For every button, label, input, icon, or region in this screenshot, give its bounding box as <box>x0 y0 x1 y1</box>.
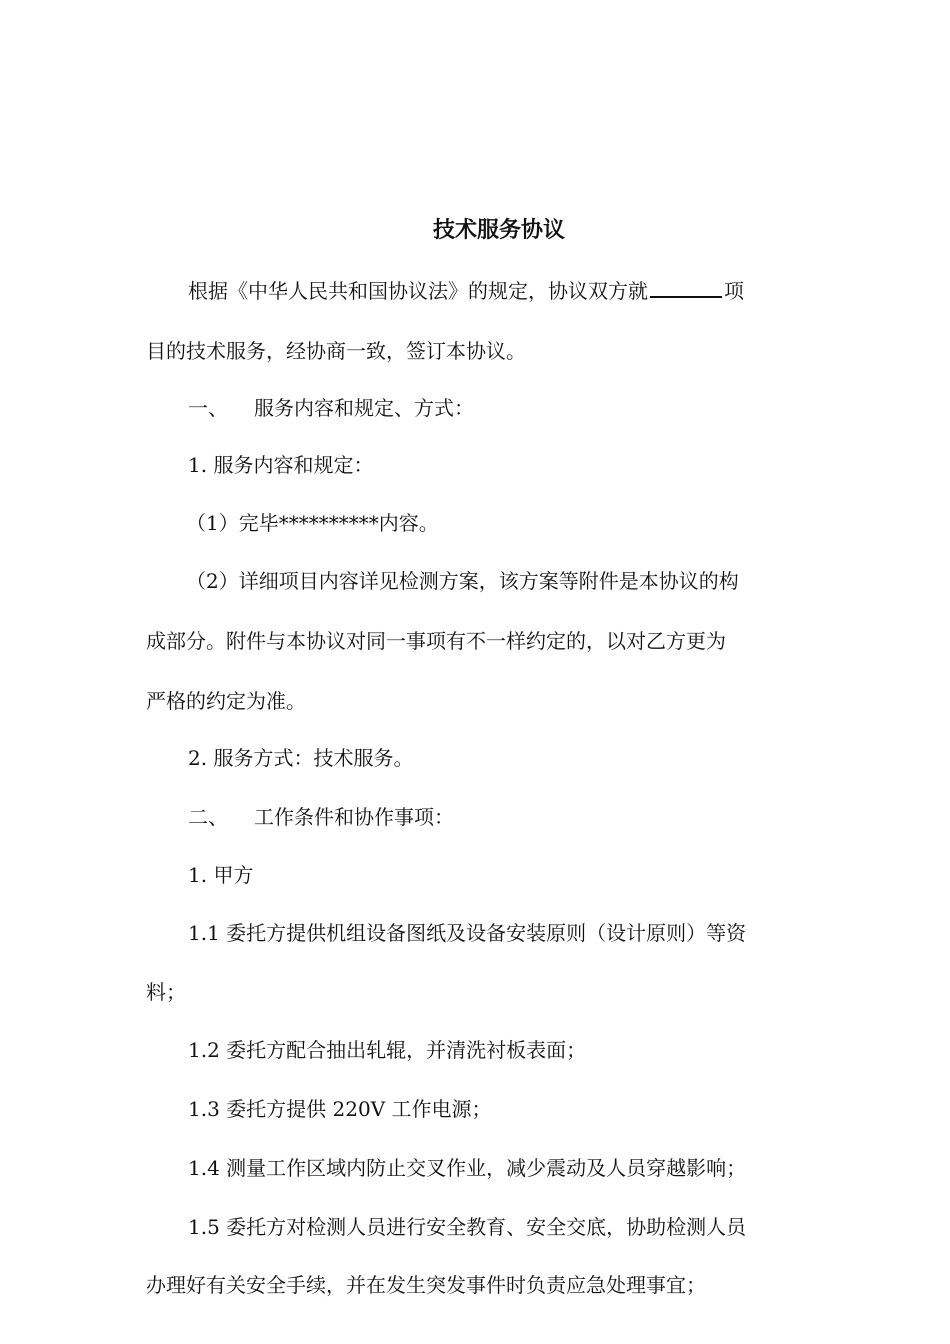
clause-1-1-line-2: 料； <box>146 980 186 1004</box>
service-content-item-2-line-2: 成部分。附件与本协议对同一事项有不一样约定的，以对乙方更为 <box>146 629 726 653</box>
section-1-heading <box>188 393 474 423</box>
section-2-number: 二、 <box>188 805 228 829</box>
clause-1-4: 1.4 测量工作区域内防止交叉作业，减少震动及人员穿越影响； <box>188 1156 747 1180</box>
clause-1-2: 1.2 委托方配合抽出轧辊，并清洗衬板表面； <box>188 1038 587 1062</box>
service-content-item-2-line-1: （2）详细项目内容详见检测方案，该方案等附件是本协议的构 <box>186 569 739 593</box>
service-content-heading: 1. 服务内容和规定： <box>188 453 374 477</box>
section-1-number: 一、 <box>188 396 228 420</box>
clause-1-1-line-1: 1.1 委托方提供机组设备图纸及设备安装原则（设计原则）等资 <box>188 921 747 945</box>
intro-line-2: 目的技术服务，经协商一致，签订本协议。 <box>146 339 526 363</box>
service-method: 2. 服务方式：技术服务。 <box>188 746 414 770</box>
clause-1-5-line-2: 办理好有关安全手续，并在发生突发事件时负责应急处理事宜； <box>146 1273 706 1297</box>
clause-1-3: 1.3 委托方提供 220V 工作电源； <box>188 1097 492 1121</box>
intro-text-part1: 根据《中华人民共和国协议法》的规定，协议双方就 <box>188 279 648 303</box>
service-content-item-1: （1）完毕**********内容。 <box>186 511 439 535</box>
clause-1-5-line-1: 1.5 委托方对检测人员进行安全教育、安全交底，协助检测人员 <box>188 1215 747 1239</box>
section-1-title: 服务内容和规定、方式： <box>254 396 474 420</box>
intro-text-part2: 项 <box>724 279 744 303</box>
section-2-heading <box>188 802 454 832</box>
section-2-title: 工作条件和协作事项： <box>254 805 454 829</box>
project-name-blank <box>650 276 722 298</box>
service-content-item-2-line-3: 严格的约定为准。 <box>146 689 306 713</box>
party-a-heading: 1. 甲方 <box>188 863 254 887</box>
intro-line-1 <box>188 276 744 306</box>
document-title: 技术服务协议 <box>432 218 565 243</box>
